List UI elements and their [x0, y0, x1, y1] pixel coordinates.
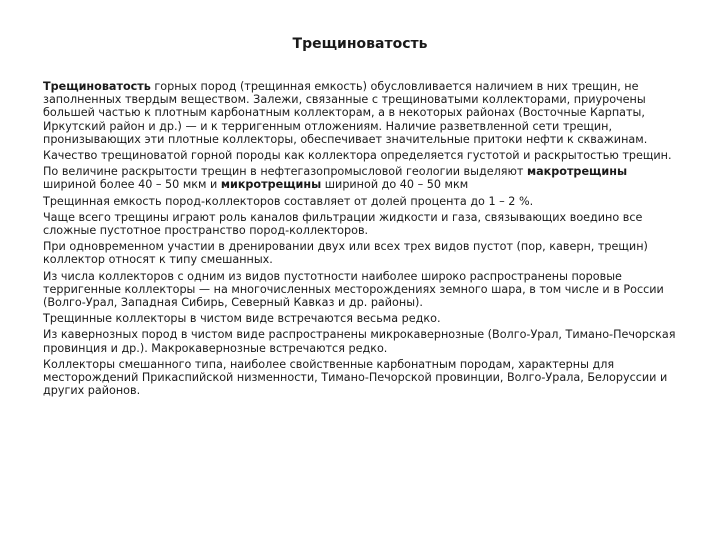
- paragraph-text: По величине раскрытости трещин в нефтегазопромысловой геологии выделяют: [43, 165, 527, 179]
- paragraph-text: Коллекторы смешанного типа, наиболее свойственные карбонатным породам, характерны для месторождений Прикаспийской низменности, Тимано-Печорской провинции, Волго-Урала, Белоруссии и других районов.: [43, 357, 668, 398]
- slide-title: Трещиноватость: [292, 36, 428, 52]
- paragraph-cavernous: [43, 328, 683, 354]
- paragraph-text: Трещинные коллекторы в чистом виде встречаются весьма редко.: [43, 312, 441, 326]
- paragraph-text: шириной более 40 – 50 мкм и: [43, 178, 221, 192]
- paragraph-mixed-type: [43, 240, 683, 266]
- term-microfractures: микротрещины: [220, 178, 322, 192]
- term-macrofractures: макротрещины: [526, 165, 628, 179]
- paragraph-fractured-rare: [43, 312, 683, 325]
- paragraph-text: шириной до 40 – 50 мкм: [321, 178, 469, 192]
- paragraph-mixed-regions: [43, 358, 683, 398]
- paragraph-capacity: [43, 195, 683, 208]
- paragraph-text: При одновременном участии в дренировании двух или всех трех видов пустот (пор, каверн, трещин) коллектор относят к типу смешанных.: [43, 240, 648, 267]
- slide-body: [43, 80, 683, 400]
- paragraph-definition: [43, 80, 683, 146]
- paragraph-text: Качество трещиноватой горной породы как коллектора определяется густотой и раскрытостью трещин.: [43, 149, 672, 163]
- paragraph-text: Трещинная емкость пород-коллекторов составляет от долей процента до 1 – 2 %.: [43, 194, 534, 208]
- paragraph-text: горных пород (трещинная емкость) обусловливается наличием в них трещин, не заполненных твердым веществом. Залежи, связанные с трещиноватыми коллекторами, приурочены большей частью к плотным карбонатным коллекторам, а в некоторых районах (Восточные Карпаты, Иркутский район и др.) — и к терригенным отложениям. Наличие разветвленной сети трещин, пронизывающих эти плотные коллекторы, обеспечивает значительные притоки нефти к скважинам.: [43, 80, 648, 146]
- paragraph-text: Из числа коллекторов с одним из видов пустотности наиболее широко распространены поровые терригенные коллекторы — на многочисленных месторождениях земного шара, в том числе и в России (Волго-Урал, Западная Сибирь, Северный Кавказ и др. районы).: [43, 269, 664, 310]
- paragraph-text: Чаще всего трещины играют роль каналов фильтрации жидкости и газа, связывающих воедино все сложные пустотное пространство пород-коллекторов.: [43, 210, 643, 238]
- paragraph-channels: [43, 211, 683, 237]
- term-fracturing: Трещиноватость: [43, 80, 151, 93]
- paragraph-text: Из кавернозных пород в чистом виде распространены микрокавернозные (Волго-Урал, Тимано-Печорская провинция и др.). Макрокавернозные встречаются редко.: [43, 328, 676, 355]
- paragraph-aperture: [43, 165, 683, 191]
- paragraph-porous: [43, 270, 683, 310]
- paragraph-quality: [43, 149, 683, 162]
